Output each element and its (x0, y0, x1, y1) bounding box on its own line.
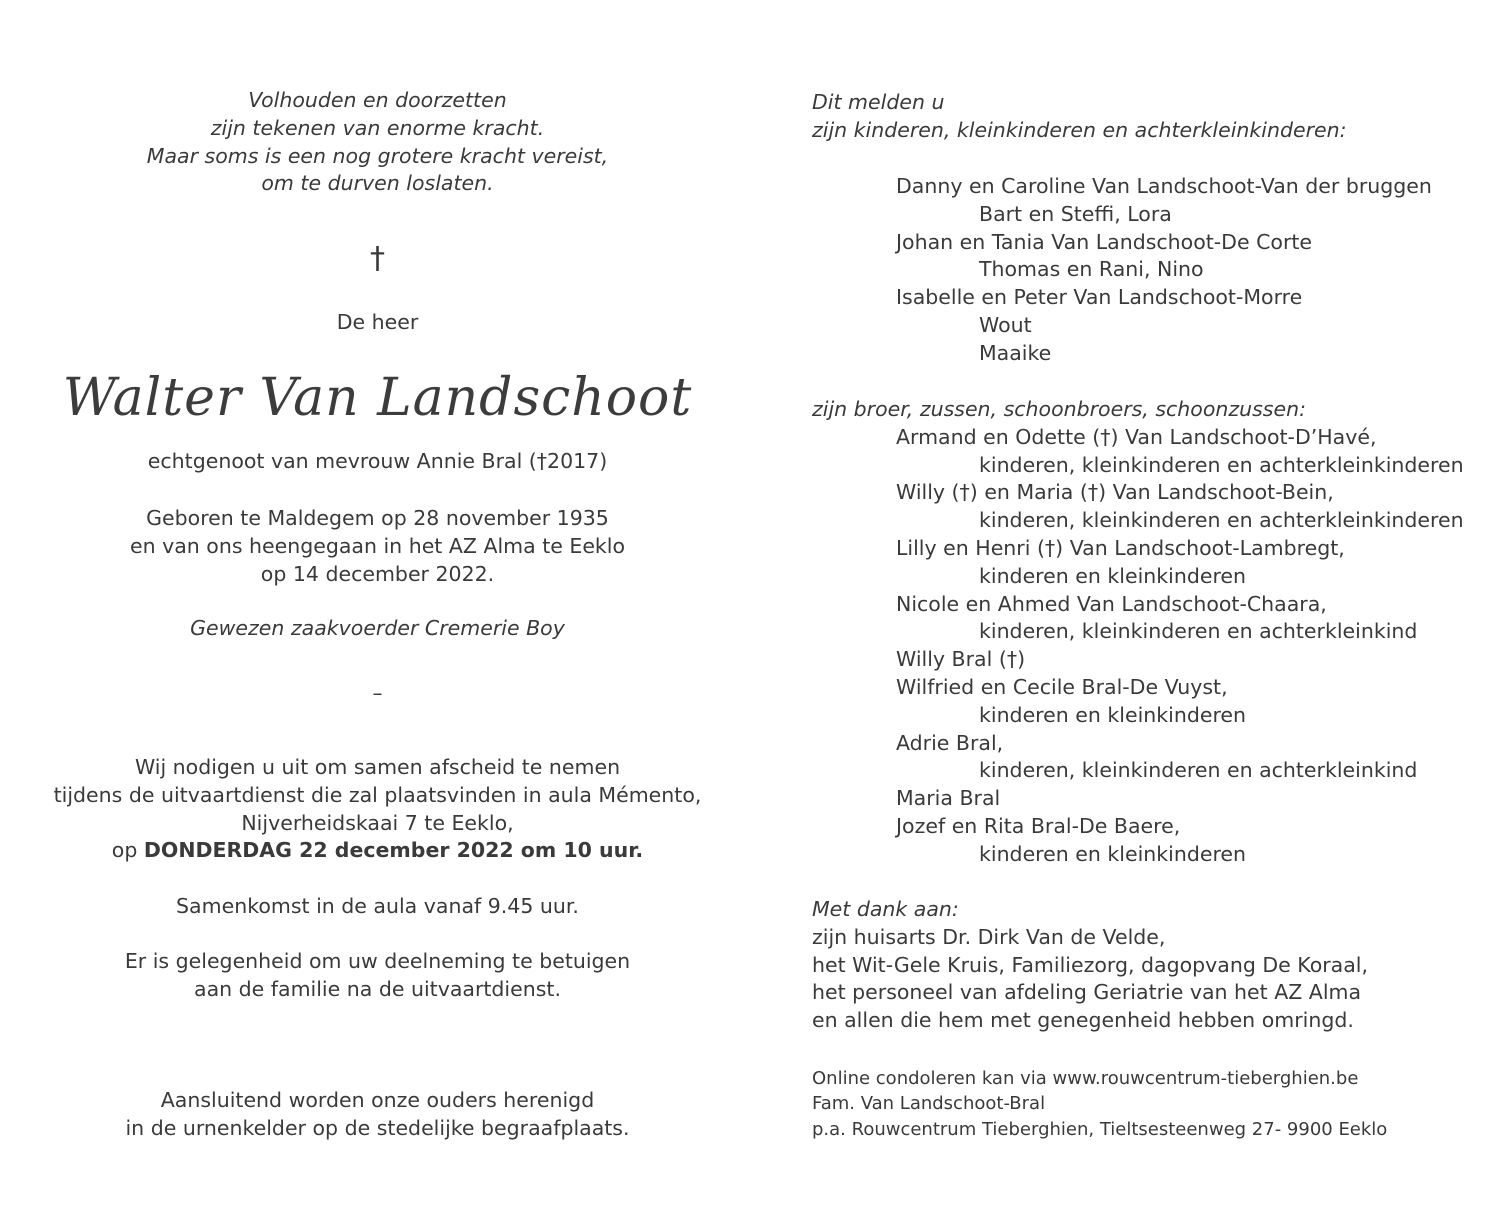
list-item: kinderen en kleinkinderen (979, 563, 1247, 588)
service-prefix: op (111, 838, 138, 863)
intro-line: zijn kinderen, kleinkinderen en achterkleinkinderen: (812, 117, 1347, 142)
gathering (0, 893, 755, 921)
list-item: Thomas en Rani, Nino (979, 257, 1204, 282)
list-item: kinderen, kleinkinderen en achterkleinkinderen (979, 452, 1464, 477)
burial-line: Aansluitend worden onze ouders herenigd (160, 1088, 595, 1112)
siblings-heading: zijn broer, zussen, schoonbroers, schoonzussen: (812, 397, 1306, 421)
birth-death-info (0, 505, 755, 588)
salutation-text: De heer (336, 310, 419, 334)
list-item: Adrie Bral, (896, 730, 1004, 755)
poem-line: Volhouden en doorzetten (248, 88, 507, 112)
list-item: Maria Bral (896, 786, 1001, 811)
deceased-name-text: Walter Van Landschoot (62, 368, 693, 428)
family-name-line: Fam. Van Landschoot-Bral (812, 1093, 1046, 1115)
invitation-line: tijdens de uitvaartdienst die zal plaatsvinden in aula Mémento, (53, 782, 702, 807)
poem-line: om te durven loslaten. (261, 171, 494, 196)
thanks-line: zijn huisarts Dr. Dirk Van de Velde, (812, 924, 1166, 949)
spouse-text: echtgenoot van mevrouw Annie Bral (†2017) (147, 449, 608, 473)
salutation (0, 309, 755, 337)
birth-death-line: Geboren te Maldegem op 28 november 1935 (146, 506, 609, 530)
list-item: Wilfried en Cecile Bral-De Vuyst, (896, 674, 1228, 699)
thanks-line: het Wit-Gele Kruis, Familiezorg, dagopvang De Koraal, (812, 952, 1369, 977)
birth-death-line: en van ons heengegaan in het AZ Alma te Eeklo (129, 533, 626, 558)
thanks-heading: Met dank aan: (812, 897, 959, 921)
burial-line: in de urnenkelder op de stedelijke begraafplaats. (125, 1115, 630, 1140)
list-item: Maaike (979, 340, 1052, 365)
list-item: kinderen en kleinkinderen (979, 841, 1247, 866)
gathering-text: Samenkomst in de aula vanaf 9.45 uur. (176, 894, 579, 918)
list-item: Nicole en Ahmed Van Landschoot-Chaara, (896, 591, 1327, 616)
list-item: Wout (979, 312, 1032, 337)
list-item: kinderen, kleinkinderen en achterkleinkinderen (979, 508, 1464, 533)
condolence-line: Er is gelegenheid om uw deelneming te betuigen (124, 949, 631, 973)
list-item: kinderen, kleinkinderen en achterkleinkind (979, 758, 1418, 783)
list-item: kinderen, kleinkinderen en achterkleinkind (979, 619, 1418, 644)
thanks-section (812, 896, 1502, 1035)
dash-text: – (372, 681, 383, 705)
intro-line: Dit melden u (812, 90, 945, 114)
thanks-line: en allen die hem met genegenheid hebben omringd. (812, 1008, 1354, 1033)
list-item: Danny en Caroline Van Landschoot-Van der bruggen (896, 174, 1432, 198)
list-item: Johan en Tania Van Landschoot-De Corte (896, 229, 1313, 254)
poem-line: zijn tekenen van enorme kracht. (210, 115, 545, 140)
announcement-intro (812, 89, 1502, 145)
cross-icon: † (370, 241, 385, 276)
occupation (0, 615, 755, 643)
invitation-line: Wij nodigen u uit om samen afscheid te nemen (134, 755, 621, 779)
address-line: p.a. Rouwcentrum Tieberghien, Tieltsesteenweg 27- 9900 Eeklo (812, 1118, 1388, 1140)
condolence-url-line: Online condoleren kan via www.rouwcentrum-tieberghien.be (812, 1068, 1359, 1089)
list-item: Armand en Odette (†) Van Landschoot-D’Havé, (896, 424, 1377, 449)
service-date-line (0, 837, 755, 865)
spouse-line (0, 448, 755, 476)
condolence-line: aan de familie na de uitvaartdienst. (194, 976, 561, 1001)
children-list (812, 173, 1502, 368)
invitation (0, 754, 755, 865)
condolence-info (0, 948, 755, 1004)
list-item: Jozef en Rita Bral-De Baere, (896, 813, 1181, 838)
invitation-line: Nijverheidskaai 7 te Eeklo, (241, 810, 514, 835)
list-item: Willy Bral (†) (896, 647, 1026, 672)
cross-symbol (0, 241, 755, 276)
list-item: Isabelle en Peter Van Landschoot-Morre (896, 285, 1303, 310)
list-item: Lilly en Henri (†) Van Landschoot-Lambregt, (896, 535, 1345, 560)
list-item: Willy (†) en Maria (†) Van Landschoot-Bein, (896, 480, 1334, 505)
burial-info (0, 1087, 755, 1143)
list-item: kinderen en kleinkinderen (979, 702, 1247, 727)
thanks-line: het personeel van afdeling Geriatrie van het AZ Alma (812, 980, 1362, 1005)
list-item: Bart en Steffi, Lora (979, 201, 1172, 226)
deceased-name (0, 368, 755, 428)
siblings-list (812, 396, 1502, 869)
birth-death-line: op 14 december 2022. (260, 561, 495, 586)
occupation-text: Gewezen zaakvoerder Cremerie Boy (190, 616, 565, 640)
separator-dash (0, 680, 755, 708)
poem (0, 87, 755, 198)
footer-contact (812, 1066, 1502, 1142)
service-date: DONDERDAG 22 december 2022 om 10 uur. (143, 838, 644, 863)
poem-line: Maar soms is een nog grotere kracht vereist, (146, 143, 609, 168)
